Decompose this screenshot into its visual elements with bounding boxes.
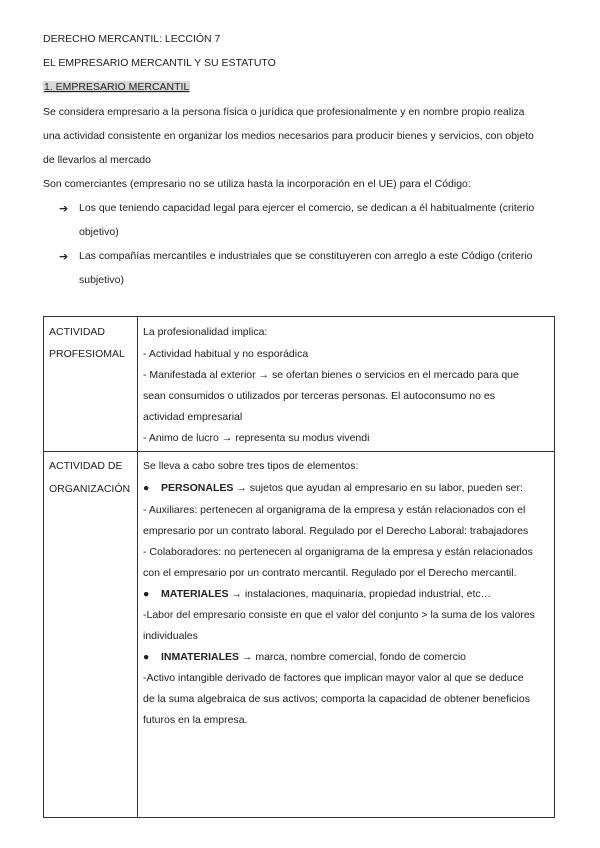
cell-line: - Manifestada al exterior → se ofertan bienes o servicios en el mercado para que — [143, 369, 519, 381]
cell-line: sean consumidos o utilizados por terceras personas. El autoconsumo no es — [143, 390, 495, 402]
intro-line: Se considera empresario a la persona física o jurídica que profesionalmente y en nombre propio realiza — [43, 106, 525, 118]
cell-line: actividad empresarial — [143, 411, 243, 423]
cell-line: futuros en la empresa. — [143, 714, 248, 726]
bullet-icon: ● — [143, 482, 150, 494]
row-label: PROFESIOMAL — [49, 348, 125, 360]
activity-table — [43, 316, 555, 818]
list-item: Las compañías mercantiles e industriales que se constituyeren con arreglo a este Código (criterio — [79, 250, 533, 262]
cell-line: con el empresario por un contrato mercantil. Regulado por el Derecho mercantil. — [143, 567, 517, 579]
table-row — [44, 452, 555, 818]
row-label: ACTIVIDAD — [49, 326, 106, 338]
document-title: DERECHO MERCANTIL: LECCIÓN 7 — [43, 33, 221, 45]
list-item: Los que teniendo capacidad legal para ejercer el comercio, se dedican a él habitualmente (criterio — [79, 202, 535, 214]
cell-line: - Colaboradores: no pertenecen al organigrama de la empresa y están relacionados — [143, 546, 533, 558]
cell-line: individuales — [143, 630, 198, 642]
intro-line: una actividad consistente en organizar los medios necesarios para producir bienes y servicios, con objeto — [43, 130, 534, 142]
list-item: objetivo) — [79, 226, 119, 238]
arrow-bullet-icon: ➔ — [59, 251, 69, 263]
bullet-icon: ● — [143, 588, 150, 600]
bullet-desc: → marca, nombre comercial, fondo de comercio — [239, 651, 467, 663]
table-cell-label — [44, 452, 138, 818]
row-label: ORGANIZACIÓN — [49, 483, 131, 495]
bullet-term: PERSONALES — [161, 482, 234, 494]
bullet-desc: → instalaciones, maquinaria, propiedad industrial, etc… — [228, 588, 492, 600]
cell-line: - Animo de lucro → representa su modus vivendi — [143, 432, 370, 444]
cell-line: Se lleva a cabo sobre tres tipos de elementos: — [143, 460, 359, 472]
bullet-icon: ● — [143, 651, 150, 663]
bullet-term: INMATERIALES — [161, 651, 239, 663]
cell-line: - Auxiliares: pertenecen al organigrama de la empresa y están relacionados con el — [143, 504, 526, 516]
cell-line: La profesionalidad implica: — [143, 326, 268, 338]
row-label: ACTIVIDAD DE — [49, 460, 123, 472]
bullet-line-personales — [143, 482, 523, 494]
section-heading-text: 1. EMPRESARIO MERCANTIL — [44, 81, 190, 93]
bullet-line-inmateriales — [143, 651, 466, 663]
table-cell-content — [138, 452, 555, 818]
bullet-desc: → sujetos que ayudan al empresario en su labor, pueden ser: — [233, 482, 523, 494]
table-cell-content — [138, 317, 555, 452]
cell-line: -Labor del empresario consiste en que el valor del conjunto > la suma de los valores — [143, 609, 535, 621]
intro-line: de llevarlos al mercado — [43, 154, 151, 166]
cell-line: de la suma algebraica de sus activos; comporta la capacidad de obtener beneficios — [143, 693, 530, 705]
bullet-term: MATERIALES — [161, 588, 229, 600]
cell-line: empresario por un contrato laboral. Regulado por el Derecho Laboral: trabajadores — [143, 525, 529, 537]
document-subtitle: EL EMPRESARIO MERCANTIL Y SU ESTATUTO — [43, 57, 276, 69]
intro-line: Son comerciantes (empresario no se utiliza hasta la incorporación en el UE) para el Código: — [43, 178, 471, 190]
cell-line: -Activo intangible derivado de factores que implican mayor valor al que se deduce — [143, 672, 524, 684]
table-row — [44, 317, 555, 452]
cell-line: - Actividad habitual y no esporádica — [143, 348, 309, 360]
list-item: subjetivo) — [79, 274, 124, 286]
table-cell-label — [44, 317, 138, 452]
bullet-line-materiales — [143, 588, 491, 600]
section-heading — [43, 81, 190, 93]
arrow-bullet-icon: ➔ — [59, 203, 69, 215]
